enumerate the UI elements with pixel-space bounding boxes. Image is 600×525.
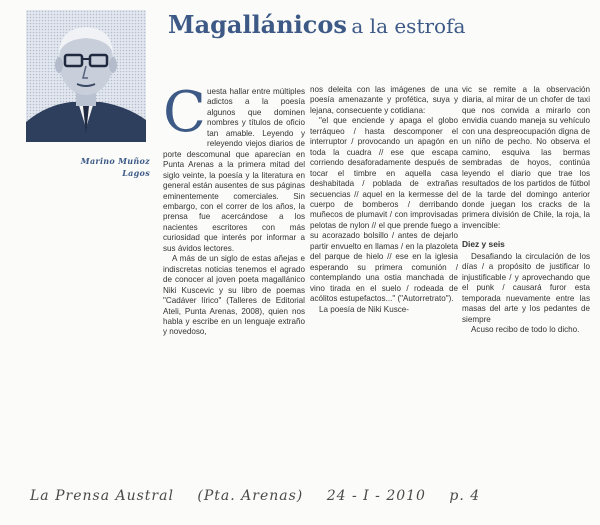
paragraph-closing: Acuso recibo de todo lo dicho.	[471, 324, 580, 334]
source-date: 24 - I - 2010	[326, 488, 426, 504]
author-photo	[26, 10, 146, 142]
poem-subheading: Diez y seis	[462, 239, 505, 250]
portrait-illustration	[26, 10, 146, 142]
author-surname: Lagos	[122, 168, 150, 178]
article-column-1	[163, 87, 305, 483]
paragraph: La poesía de Niki Kusce-	[319, 304, 409, 314]
source-page: p. 4	[449, 488, 481, 504]
title-main: Magallánicos	[168, 10, 347, 39]
article-title	[168, 10, 588, 44]
handwritten-source-note	[30, 488, 590, 516]
drop-cap: C	[163, 87, 206, 145]
paragraph: nos deleita con las imágenes de una poesía amenazante y profética, suya y lejana, consecuente y cotidiana:	[310, 85, 458, 115]
poem-quote: Desafiando la circulación de los días / a propósito de justificar lo injustificable / y aprovechando que el punk / causará furor esta temporada nuevamente entre las masas del arte y los pedantes de siempre	[462, 251, 590, 324]
paragraph-intro: uesta hallar entre múltiples adictos a la poesía algunos que dominen nombres y títulos de oficio tan amable. Leyendo y releyendo viejos diarios de porte descomunal que aparecían en Punta Arenas a la primera mitad del siglo veinte, la poesía y la literatura en general están ausentes de sus páginas eminentemente comerciales. Sin embargo, con el correr de los años, la prensa fue acercándose a los nacientes escritores con más curiosidad que interés por informar a sus ávidos lectores.	[163, 87, 305, 253]
article-column-3	[462, 85, 590, 465]
article-column-2	[310, 85, 458, 489]
author-byline	[22, 155, 150, 179]
poem-quote: "el que enciende y apaga el globo terráqueo / hasta descomponer el interruptor / provocando un apagón en toda la cuadra // ese que escapa corriendo desaforadamente después de tocar el timbre en aquella casa deshabitada / poblada de extrañas secuencias // aquel en la kermesse del cuerpo de bomberos / derribando muñecos de plumavit / con improvisadas pelotas de nylon // el que prende fuego a su acorazado bolsillo / antes de dejarlo partir envuelto en llamas / en la plazoleta del parque de hielo // ese en la iglesia esperando su primera comunión / contemplando una ostia manchada de vino tirada en el suelo / rodeada de acólitos estupefactos..." ("Autorretrato").	[310, 116, 458, 304]
source-newspaper: La Prensa Austral	[30, 488, 174, 504]
source-place: (Pta. Arenas)	[197, 488, 304, 504]
paragraph: vic se remite a la observación diaria, al mirar de un chofer de taxi que nos convida a mirarlo con envidia cuando maneja su vehículo con una despreocupación digna de un niño de pecho. No observa el camino, esquiva las bermas sembradas de hoyos, continúa leyendo el diario que trae los resultados de los partidos de fútbol de la tarde del domingo anterior donde juegan los cracks de la primera división de Chile, la roja, la invencible:	[462, 85, 590, 230]
title-rest: a la estrofa	[351, 14, 466, 38]
author-name: Marino Muñoz	[80, 156, 150, 166]
paragraph: A más de un siglo de estas añejas e indiscretas noticias tenemos el agrado de conocer al joven poeta magallánico Niki Kuscevic y su libro de poemas "Cadáver lírico" (Talleres de Editorial Ateli, Punta Arenas, 2008), quien nos habla y escribe en un lenguaje extraño y novedoso,	[163, 254, 305, 337]
